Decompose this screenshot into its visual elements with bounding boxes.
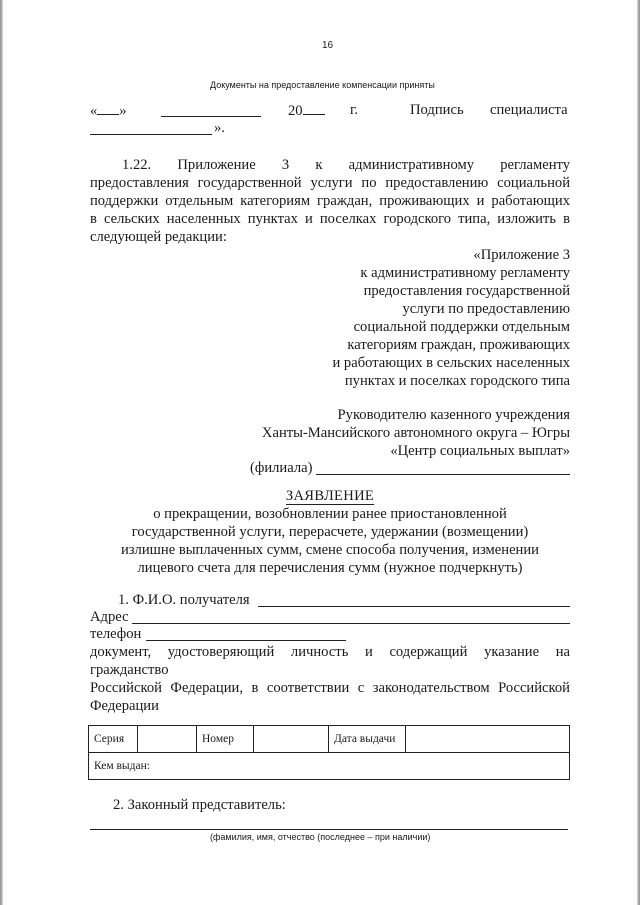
addressee-line-1: Руководителю казенного учреждения xyxy=(337,407,570,423)
statement-subtitle-3: излишне выплаченных сумм, смене способа получения, изменении xyxy=(120,542,539,558)
clause-line-4: в сельских населенных пунктах и поселках городского типа, изложить в xyxy=(90,211,570,227)
appendix-line-8: пунктах и поселках городского типа xyxy=(344,373,570,389)
year-prefix: 20 xyxy=(288,103,303,119)
appendix-line-3: предоставления государственной xyxy=(363,283,570,299)
id-doc-line-4: Федерации xyxy=(90,698,159,714)
recipient-name-label: 1. Ф.И.О. получателя xyxy=(118,592,250,608)
appendix-line-5: социальной поддержки отдельным xyxy=(353,319,570,335)
acceptance-end-mark: ». xyxy=(214,120,225,136)
clause-line-5: следующей редакции: xyxy=(90,229,227,245)
branch-label: (филиала) xyxy=(250,460,313,476)
id-table-row-bottom xyxy=(89,753,570,780)
year-blank xyxy=(303,102,325,115)
statement-subtitle-1: о прекращении, возобновлении ранее приостановленной xyxy=(153,506,507,522)
acceptance-line xyxy=(90,102,127,120)
close-quote: » xyxy=(119,103,127,119)
clause-line-3: поддержки отдельным категориям граждан, проживающих и работающих xyxy=(90,193,570,209)
statement-subtitle-4: лицевого счета для перечисления сумм (нужное подчеркнуть) xyxy=(137,560,523,576)
legal-rep-caption: (фамилия, имя, отчество (последнее – при наличии) xyxy=(210,832,431,842)
legal-rep-name-field[interactable] xyxy=(90,829,568,830)
year-field xyxy=(288,102,325,120)
open-quote: « xyxy=(90,103,98,119)
id-table-row-top xyxy=(89,726,570,753)
id-doc-line-1: документ, удостоверяющий личность и содержащий указание на xyxy=(90,644,570,660)
appendix-line-6: категориям граждан, проживающих xyxy=(347,337,570,353)
scan-left-edge xyxy=(0,0,3,905)
series-label: Серия xyxy=(89,726,138,753)
branch-name-field[interactable] xyxy=(316,474,570,475)
id-doc-line-3: Российской Федерации, в соответствии с законодательством Российской xyxy=(90,680,570,696)
series-value-cell[interactable] xyxy=(138,726,197,753)
header-note: Документы на предоставление компенсации приняты xyxy=(210,80,435,90)
month-blank xyxy=(161,102,261,117)
addressee-line-2: Ханты-Мансийского автономного округа – Югры xyxy=(261,425,570,441)
number-label: Номер xyxy=(197,726,254,753)
appendix-line-1: «Приложение 3 xyxy=(473,247,570,263)
statement-title-text: ЗАЯВЛЕНИЕ xyxy=(285,488,375,504)
appendix-line-7: и работающих в сельских населенных xyxy=(332,355,570,371)
legal-rep-label: 2. Законный представитель: xyxy=(113,797,286,813)
phone-label: телефон xyxy=(90,626,142,642)
day-blank xyxy=(97,102,119,115)
clause-line-2: предоставления государственной услуги по предоставлению социальной xyxy=(90,175,570,191)
signature-word: Подпись xyxy=(410,102,464,118)
number-value-cell[interactable] xyxy=(254,726,329,753)
specialist-word: специалиста xyxy=(490,102,568,118)
appendix-line-2: к административному регламенту xyxy=(360,265,570,281)
recipient-name-field[interactable] xyxy=(258,606,570,607)
issued-by-cell[interactable] xyxy=(89,753,570,780)
clause-line-1: 1.22. Приложение 3 к административному регламенту xyxy=(122,157,570,173)
address-label: Адрес xyxy=(90,609,129,625)
statement-subtitle-2: государственной услуги, перерасчете, удержании (возмещении) xyxy=(131,524,529,540)
addressee-line-3: «Центр социальных выплат» xyxy=(390,443,570,459)
issued-by-label: Кем выдан: xyxy=(94,760,150,772)
phone-field[interactable] xyxy=(146,640,346,641)
id-doc-line-2: гражданство xyxy=(90,662,169,678)
id-document-table xyxy=(88,725,570,780)
year-suffix: г. xyxy=(350,102,358,118)
statement-title xyxy=(90,488,570,505)
address-field[interactable] xyxy=(132,623,570,624)
page-number: 16 xyxy=(322,40,334,51)
appendix-line-4: услуги по предоставлению xyxy=(402,301,570,317)
issue-date-label: Дата выдачи xyxy=(329,726,406,753)
specialist-signature-blank xyxy=(90,120,212,135)
issue-date-value-cell[interactable] xyxy=(406,726,570,753)
